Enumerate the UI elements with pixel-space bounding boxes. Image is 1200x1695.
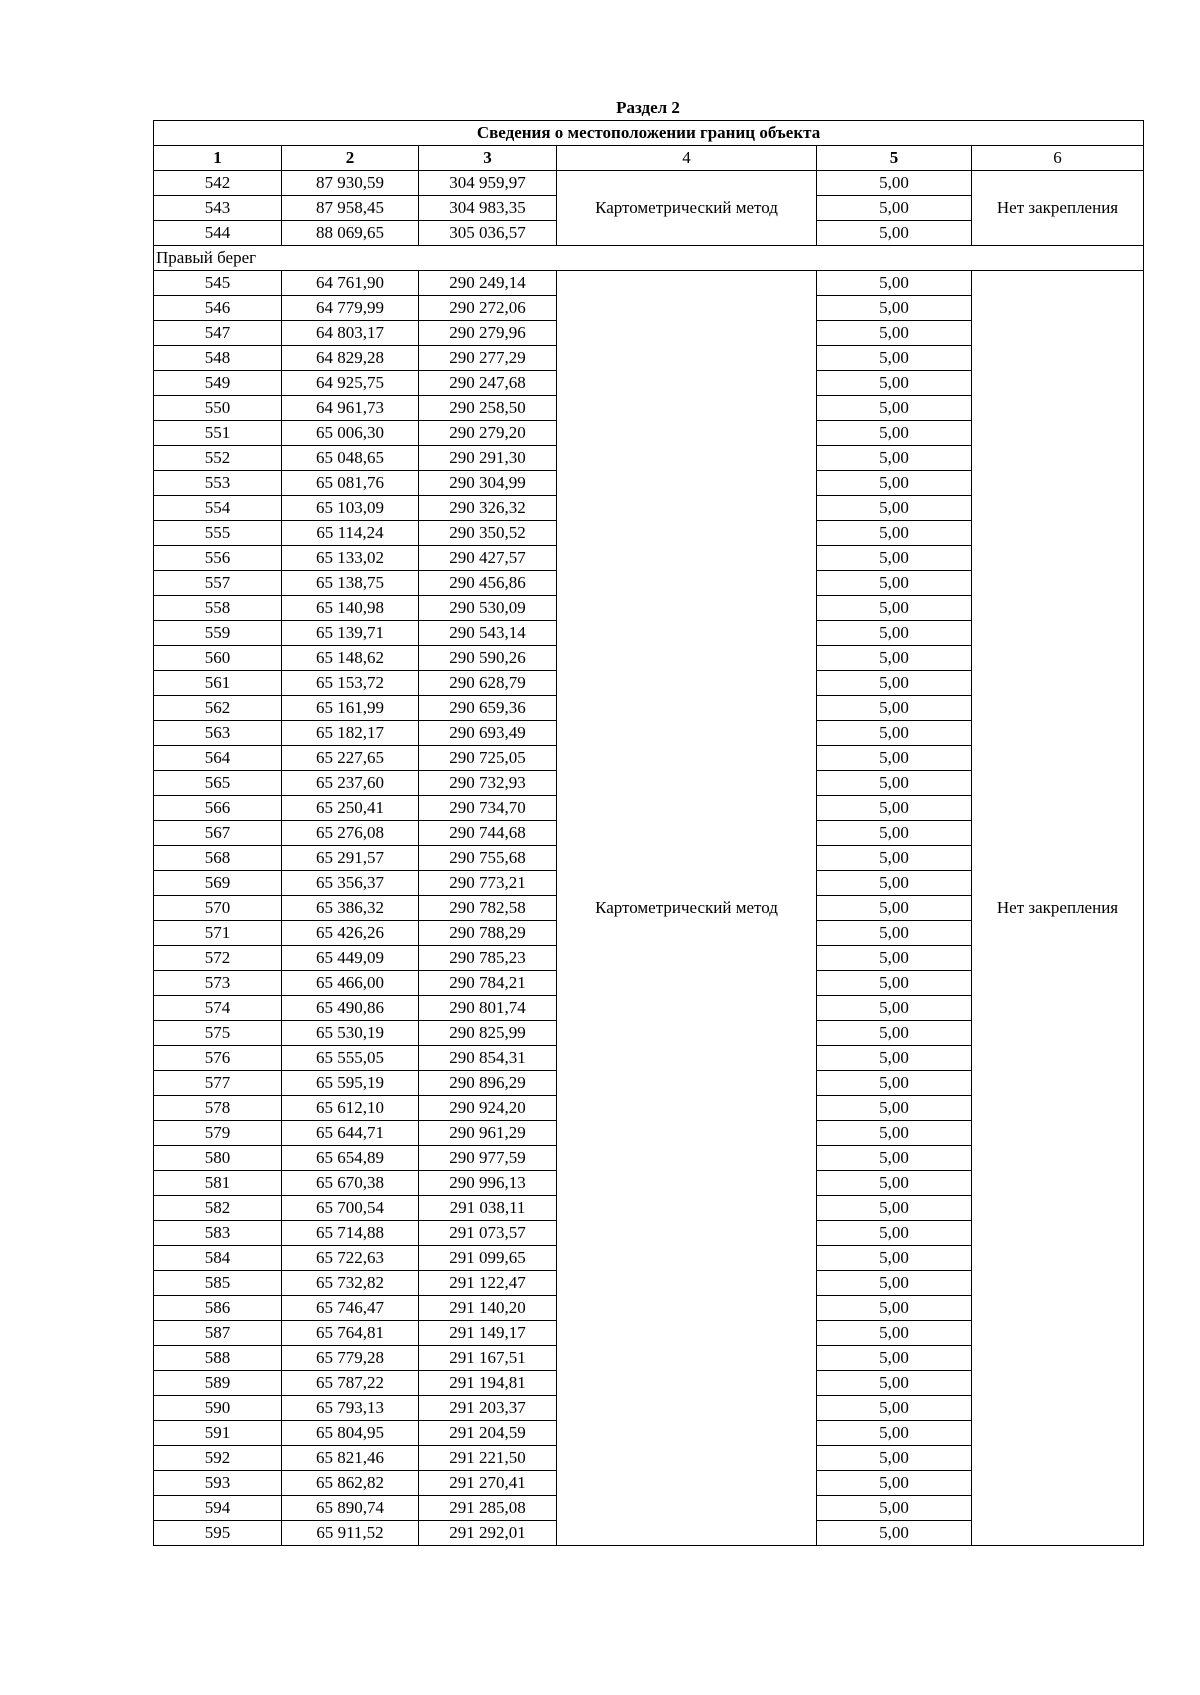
accuracy-cell: 5,00: [817, 921, 972, 946]
point-number-cell: 564: [154, 746, 282, 771]
column-number: 4: [557, 146, 817, 171]
accuracy-cell: 5,00: [817, 1046, 972, 1071]
coordinate-y-cell: 290 326,32: [419, 496, 557, 521]
coordinate-x-cell: 65 714,88: [282, 1221, 419, 1246]
accuracy-cell: 5,00: [817, 821, 972, 846]
accuracy-cell: 5,00: [817, 1271, 972, 1296]
accuracy-cell: 5,00: [817, 996, 972, 1021]
coordinate-x-cell: 64 829,28: [282, 346, 419, 371]
coordinate-y-cell: 290 530,09: [419, 596, 557, 621]
coordinate-y-cell: 291 270,41: [419, 1471, 557, 1496]
point-number-cell: 583: [154, 1221, 282, 1246]
coordinate-x-cell: 64 803,17: [282, 321, 419, 346]
coordinate-y-cell: 291 167,51: [419, 1346, 557, 1371]
accuracy-cell: 5,00: [817, 971, 972, 996]
point-number-cell: 545: [154, 271, 282, 296]
coordinate-x-cell: 65 490,86: [282, 996, 419, 1021]
point-number-cell: 575: [154, 1021, 282, 1046]
accuracy-cell: 5,00: [817, 1196, 972, 1221]
coordinate-x-cell: 65 182,17: [282, 721, 419, 746]
point-number-cell: 556: [154, 546, 282, 571]
coordinate-x-cell: 65 612,10: [282, 1096, 419, 1121]
accuracy-cell: 5,00: [817, 571, 972, 596]
coordinate-x-cell: 65 276,08: [282, 821, 419, 846]
coordinate-y-cell: 290 977,59: [419, 1146, 557, 1171]
point-number-cell: 554: [154, 496, 282, 521]
coordinate-x-cell: 65 787,22: [282, 1371, 419, 1396]
coordinate-x-cell: 65 764,81: [282, 1321, 419, 1346]
method-cell: Картометрический метод: [557, 271, 817, 1546]
accuracy-cell: 5,00: [817, 596, 972, 621]
point-number-cell: 544: [154, 221, 282, 246]
accuracy-cell: 5,00: [817, 196, 972, 221]
coordinate-y-cell: 291 122,47: [419, 1271, 557, 1296]
point-number-cell: 560: [154, 646, 282, 671]
coordinate-y-cell: 290 279,20: [419, 421, 557, 446]
accuracy-cell: 5,00: [817, 896, 972, 921]
accuracy-cell: 5,00: [817, 871, 972, 896]
group-label: Правый берег: [154, 246, 1144, 271]
coordinate-x-cell: 87 930,59: [282, 171, 419, 196]
coordinate-y-cell: 290 272,06: [419, 296, 557, 321]
accuracy-cell: 5,00: [817, 396, 972, 421]
coordinate-x-cell: 65 006,30: [282, 421, 419, 446]
accuracy-cell: 5,00: [817, 1446, 972, 1471]
point-number-cell: 566: [154, 796, 282, 821]
coordinate-x-cell: 65 250,41: [282, 796, 419, 821]
point-number-cell: 588: [154, 1346, 282, 1371]
accuracy-cell: 5,00: [817, 296, 972, 321]
accuracy-cell: 5,00: [817, 1096, 972, 1121]
column-number: 5: [817, 146, 972, 171]
coordinate-x-cell: 65 821,46: [282, 1446, 419, 1471]
coordinate-x-cell: 65 386,32: [282, 896, 419, 921]
coordinate-y-cell: 290 801,74: [419, 996, 557, 1021]
coordinate-x-cell: 65 595,19: [282, 1071, 419, 1096]
coordinate-x-cell: 65 555,05: [282, 1046, 419, 1071]
point-number-cell: 586: [154, 1296, 282, 1321]
coordinate-y-cell: 291 292,01: [419, 1521, 557, 1546]
coordinate-x-cell: 65 732,82: [282, 1271, 419, 1296]
coordinate-y-cell: 290 961,29: [419, 1121, 557, 1146]
accuracy-cell: 5,00: [817, 521, 972, 546]
coordinate-x-cell: 65 139,71: [282, 621, 419, 646]
accuracy-cell: 5,00: [817, 1021, 972, 1046]
coordinate-x-cell: 65 722,63: [282, 1246, 419, 1271]
point-number-cell: 562: [154, 696, 282, 721]
coordinate-y-cell: 291 140,20: [419, 1296, 557, 1321]
coordinate-x-cell: 65 133,02: [282, 546, 419, 571]
point-number-cell: 574: [154, 996, 282, 1021]
coordinate-y-cell: 290 896,29: [419, 1071, 557, 1096]
accuracy-cell: 5,00: [817, 1296, 972, 1321]
point-number-cell: 593: [154, 1471, 282, 1496]
column-number: 6: [972, 146, 1144, 171]
accuracy-cell: 5,00: [817, 1221, 972, 1246]
coordinate-x-cell: 65 670,38: [282, 1171, 419, 1196]
coordinate-y-cell: 290 249,14: [419, 271, 557, 296]
point-number-cell: 555: [154, 521, 282, 546]
coordinate-x-cell: 87 958,45: [282, 196, 419, 221]
accuracy-cell: 5,00: [817, 746, 972, 771]
point-number-cell: 557: [154, 571, 282, 596]
coordinate-y-cell: 290 258,50: [419, 396, 557, 421]
table-row: [154, 171, 1144, 196]
point-number-cell: 558: [154, 596, 282, 621]
point-number-cell: 550: [154, 396, 282, 421]
coordinate-x-cell: 65 779,28: [282, 1346, 419, 1371]
point-number-cell: 582: [154, 1196, 282, 1221]
coordinate-x-cell: 65 227,65: [282, 746, 419, 771]
point-number-cell: 569: [154, 871, 282, 896]
coordinate-y-cell: 291 149,17: [419, 1321, 557, 1346]
coordinate-x-cell: 65 862,82: [282, 1471, 419, 1496]
accuracy-cell: 5,00: [817, 1421, 972, 1446]
coordinate-y-cell: 291 073,57: [419, 1221, 557, 1246]
coordinate-x-cell: 65 081,76: [282, 471, 419, 496]
point-number-cell: 591: [154, 1421, 282, 1446]
coordinate-y-cell: 290 744,68: [419, 821, 557, 846]
point-number-cell: 594: [154, 1496, 282, 1521]
point-number-cell: 561: [154, 671, 282, 696]
caption-row: [154, 121, 1144, 146]
coordinate-x-cell: 65 138,75: [282, 571, 419, 596]
accuracy-cell: 5,00: [817, 721, 972, 746]
accuracy-cell: 5,00: [817, 321, 972, 346]
coordinate-x-cell: 65 291,57: [282, 846, 419, 871]
point-number-cell: 584: [154, 1246, 282, 1271]
accuracy-cell: 5,00: [817, 771, 972, 796]
point-number-cell: 595: [154, 1521, 282, 1546]
coordinate-y-cell: 290 659,36: [419, 696, 557, 721]
coordinate-y-cell: 291 204,59: [419, 1421, 557, 1446]
coordinate-x-cell: 65 530,19: [282, 1021, 419, 1046]
accuracy-cell: 5,00: [817, 1396, 972, 1421]
point-number-cell: 571: [154, 921, 282, 946]
column-number: 1: [154, 146, 282, 171]
coordinate-y-cell: 290 996,13: [419, 1171, 557, 1196]
coordinate-x-cell: 65 890,74: [282, 1496, 419, 1521]
coordinate-y-cell: 304 959,97: [419, 171, 557, 196]
coordinate-y-cell: 290 773,21: [419, 871, 557, 896]
point-number-cell: 546: [154, 296, 282, 321]
accuracy-cell: 5,00: [817, 1371, 972, 1396]
point-number-cell: 542: [154, 171, 282, 196]
coordinate-y-cell: 290 725,05: [419, 746, 557, 771]
accuracy-cell: 5,00: [817, 1071, 972, 1096]
point-number-cell: 573: [154, 971, 282, 996]
accuracy-cell: 5,00: [817, 1321, 972, 1346]
coordinate-y-cell: 290 247,68: [419, 371, 557, 396]
coordinate-y-cell: 291 203,37: [419, 1396, 557, 1421]
point-number-cell: 579: [154, 1121, 282, 1146]
coordinate-y-cell: 290 277,29: [419, 346, 557, 371]
point-number-cell: 580: [154, 1146, 282, 1171]
coordinate-x-cell: 64 925,75: [282, 371, 419, 396]
coordinate-x-cell: 65 114,24: [282, 521, 419, 546]
coordinate-y-cell: 290 304,99: [419, 471, 557, 496]
coordinate-x-cell: 64 761,90: [282, 271, 419, 296]
point-number-cell: 543: [154, 196, 282, 221]
point-number-cell: 548: [154, 346, 282, 371]
point-number-cell: 577: [154, 1071, 282, 1096]
coordinate-x-cell: 64 961,73: [282, 396, 419, 421]
coordinate-x-cell: 65 103,09: [282, 496, 419, 521]
coordinate-x-cell: 65 654,89: [282, 1146, 419, 1171]
accuracy-cell: 5,00: [817, 1346, 972, 1371]
coordinate-x-cell: 65 700,54: [282, 1196, 419, 1221]
coordinate-y-cell: 290 427,57: [419, 546, 557, 571]
accuracy-cell: 5,00: [817, 846, 972, 871]
coordinate-y-cell: 290 590,26: [419, 646, 557, 671]
coordinate-y-cell: 290 782,58: [419, 896, 557, 921]
accuracy-cell: 5,00: [817, 646, 972, 671]
table-row: [154, 271, 1144, 296]
accuracy-cell: 5,00: [817, 1496, 972, 1521]
coordinate-y-cell: 290 732,93: [419, 771, 557, 796]
accuracy-cell: 5,00: [817, 1521, 972, 1546]
fixing-cell: Нет закрепления: [972, 171, 1144, 246]
accuracy-cell: 5,00: [817, 1146, 972, 1171]
coordinate-y-cell: 290 825,99: [419, 1021, 557, 1046]
point-number-cell: 585: [154, 1271, 282, 1296]
point-number-cell: 568: [154, 846, 282, 871]
coordinate-y-cell: 290 456,86: [419, 571, 557, 596]
coordinate-x-cell: 65 466,00: [282, 971, 419, 996]
coordinate-y-cell: 290 924,20: [419, 1096, 557, 1121]
point-number-cell: 590: [154, 1396, 282, 1421]
coordinate-y-cell: 291 285,08: [419, 1496, 557, 1521]
accuracy-cell: 5,00: [817, 1121, 972, 1146]
coordinate-x-cell: 65 356,37: [282, 871, 419, 896]
coordinate-y-cell: 290 854,31: [419, 1046, 557, 1071]
point-number-cell: 559: [154, 621, 282, 646]
coordinate-y-cell: 291 194,81: [419, 1371, 557, 1396]
boundary-table-body: [154, 121, 1144, 1546]
accuracy-cell: 5,00: [817, 496, 972, 521]
coordinate-y-cell: 290 350,52: [419, 521, 557, 546]
coordinate-y-cell: 290 543,14: [419, 621, 557, 646]
accuracy-cell: 5,00: [817, 1171, 972, 1196]
point-number-cell: 578: [154, 1096, 282, 1121]
accuracy-cell: 5,00: [817, 446, 972, 471]
point-number-cell: 570: [154, 896, 282, 921]
group-row: [154, 246, 1144, 271]
accuracy-cell: 5,00: [817, 371, 972, 396]
point-number-cell: 563: [154, 721, 282, 746]
column-numbers-row: [154, 146, 1144, 171]
point-number-cell: 567: [154, 821, 282, 846]
coordinate-x-cell: 65 644,71: [282, 1121, 419, 1146]
accuracy-cell: 5,00: [817, 946, 972, 971]
accuracy-cell: 5,00: [817, 1471, 972, 1496]
coordinate-y-cell: 304 983,35: [419, 196, 557, 221]
coordinate-x-cell: 65 153,72: [282, 671, 419, 696]
fixing-cell: Нет закрепления: [972, 271, 1144, 1546]
coordinate-x-cell: 64 779,99: [282, 296, 419, 321]
point-number-cell: 589: [154, 1371, 282, 1396]
point-number-cell: 553: [154, 471, 282, 496]
coordinate-y-cell: 290 784,21: [419, 971, 557, 996]
coordinate-y-cell: 290 788,29: [419, 921, 557, 946]
point-number-cell: 547: [154, 321, 282, 346]
accuracy-cell: 5,00: [817, 546, 972, 571]
coordinate-x-cell: 65 048,65: [282, 446, 419, 471]
section-title: Раздел 2: [616, 98, 680, 117]
coordinate-x-cell: 65 426,26: [282, 921, 419, 946]
point-number-cell: 592: [154, 1446, 282, 1471]
point-number-cell: 565: [154, 771, 282, 796]
coordinate-x-cell: 65 793,13: [282, 1396, 419, 1421]
coordinate-y-cell: 305 036,57: [419, 221, 557, 246]
coordinate-y-cell: 290 291,30: [419, 446, 557, 471]
accuracy-cell: 5,00: [817, 471, 972, 496]
point-number-cell: 572: [154, 946, 282, 971]
coordinate-x-cell: 65 911,52: [282, 1521, 419, 1546]
method-cell: Картометрический метод: [557, 171, 817, 246]
coordinate-x-cell: 65 804,95: [282, 1421, 419, 1446]
coordinate-x-cell: 65 746,47: [282, 1296, 419, 1321]
accuracy-cell: 5,00: [817, 621, 972, 646]
column-number: 3: [419, 146, 557, 171]
point-number-cell: 552: [154, 446, 282, 471]
accuracy-cell: 5,00: [817, 696, 972, 721]
coordinate-y-cell: 290 628,79: [419, 671, 557, 696]
accuracy-cell: 5,00: [817, 421, 972, 446]
point-number-cell: 551: [154, 421, 282, 446]
point-number-cell: 576: [154, 1046, 282, 1071]
coordinate-x-cell: 88 069,65: [282, 221, 419, 246]
coordinate-x-cell: 65 148,62: [282, 646, 419, 671]
coordinate-y-cell: 290 755,68: [419, 846, 557, 871]
boundary-table: [153, 120, 1144, 1546]
coordinate-x-cell: 65 237,60: [282, 771, 419, 796]
accuracy-cell: 5,00: [817, 171, 972, 196]
point-number-cell: 549: [154, 371, 282, 396]
point-number-cell: 587: [154, 1321, 282, 1346]
point-number-cell: 581: [154, 1171, 282, 1196]
accuracy-cell: 5,00: [817, 671, 972, 696]
accuracy-cell: 5,00: [817, 1246, 972, 1271]
coordinate-y-cell: 291 221,50: [419, 1446, 557, 1471]
accuracy-cell: 5,00: [817, 221, 972, 246]
coordinate-y-cell: 291 099,65: [419, 1246, 557, 1271]
coordinate-y-cell: 290 785,23: [419, 946, 557, 971]
accuracy-cell: 5,00: [817, 346, 972, 371]
coordinate-x-cell: 65 140,98: [282, 596, 419, 621]
coordinate-y-cell: 291 038,11: [419, 1196, 557, 1221]
column-number: 2: [282, 146, 419, 171]
coordinate-y-cell: 290 279,96: [419, 321, 557, 346]
accuracy-cell: 5,00: [817, 796, 972, 821]
coordinate-y-cell: 290 693,49: [419, 721, 557, 746]
accuracy-cell: 5,00: [817, 271, 972, 296]
coordinate-x-cell: 65 161,99: [282, 696, 419, 721]
table-caption: Сведения о местоположении границ объекта: [154, 121, 1144, 146]
coordinate-x-cell: 65 449,09: [282, 946, 419, 971]
coordinate-y-cell: 290 734,70: [419, 796, 557, 821]
